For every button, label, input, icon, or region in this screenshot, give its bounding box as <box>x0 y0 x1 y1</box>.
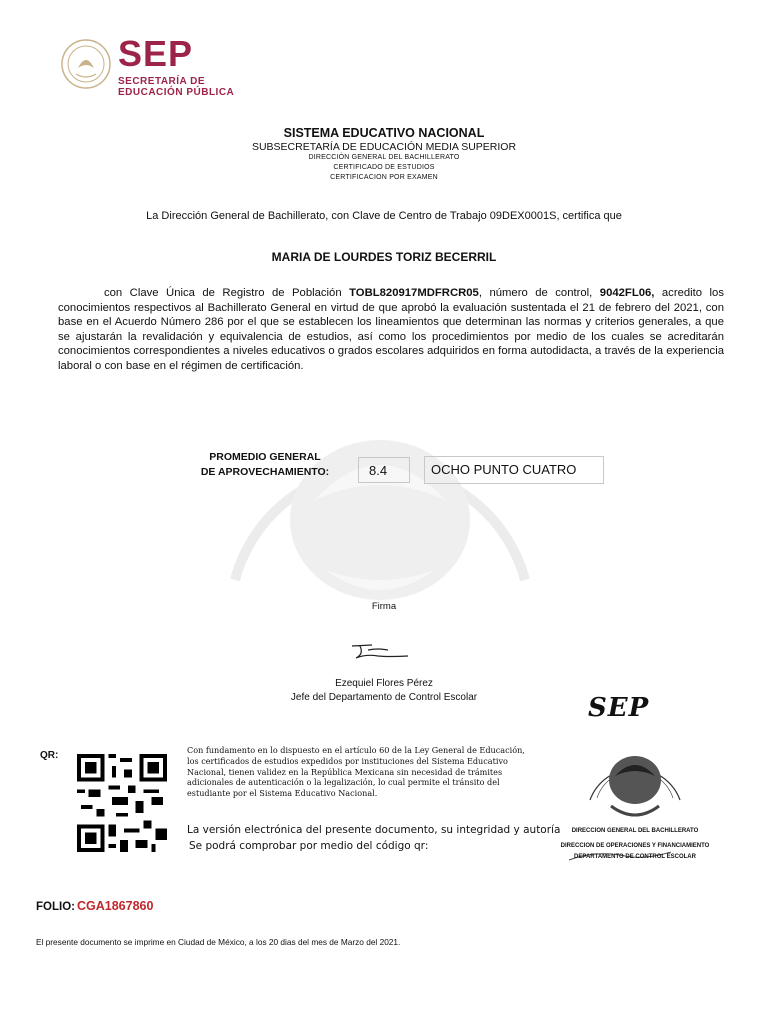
signature-label: Firma <box>371 601 397 612</box>
direction-title: DIRECCIÓN GENERAL DEL BACHILLERATO <box>308 154 460 161</box>
body-part: con Clave Única de Registro de Población <box>104 287 350 299</box>
certification-mode: CERTIFICACION POR EXAMEN <box>330 174 438 181</box>
folio-value: CGA1867860 <box>77 899 154 913</box>
average-value: 8.4 <box>358 457 410 483</box>
folio-label: FOLIO: <box>36 901 75 913</box>
signer-title: Jefe del Departamento de Control Escolar <box>290 692 478 703</box>
legal-notice <box>187 745 537 799</box>
average-label-line: PROMEDIO GENERAL <box>209 451 321 463</box>
control-number: 9042FL06, <box>599 287 655 299</box>
seal-direction-line: DIRECCION GENERAL DEL BACHILLERATO <box>571 828 699 834</box>
legal-line: estudiante por el Sistema Educativo Nacional. <box>187 788 378 799</box>
seal-direction-line: DEPARTAMENTO DE CONTROL ESCOLAR <box>574 854 696 860</box>
logo-sub-line: SECRETARÍA DE <box>118 76 206 87</box>
sep-logo-subtitle <box>118 76 234 98</box>
intro-text: La Dirección General de Bachillerato, con Clave de Centro de Trabajo 09DEX0001S, certifica que <box>146 210 622 222</box>
watermark-seal <box>195 350 565 680</box>
body-part: , número de control, <box>478 287 600 299</box>
national-seal-logo <box>60 38 112 90</box>
verification-text: Se podrá comprobar por medio del código qr: <box>189 840 429 852</box>
handwritten-signature <box>338 636 428 666</box>
legal-line: adicionales de autenticación o la legalización, lo cual permite el tránsito del <box>187 777 500 788</box>
body-part: acredito los conocimientos respectivos al Bachillerato General en virtud de que aprobó la evaluación sustentada el 21 de febrero del 2021, con base en el Acuerdo Número 286 por el que se establecen los lineamientos que determinan las normas y criterios generales, a que se ajustarán la revalidación y equivalencia de estudios, así como los procedimientos por medio de los cuales se acreditarán conocimientos correspondientes a niveles educativos o grados escolares adquiridos en forma autodidacta, a través de la experiencia laboral o con base en el régimen de certificación. <box>58 287 724 372</box>
average-words: OCHO PUNTO CUATRO <box>424 456 604 484</box>
certificate-body <box>58 286 724 374</box>
subsecretaria-title: SUBSECRETARÍA DE EDUCACIÓN MEDIA SUPERIOR <box>251 141 517 153</box>
sep-mark: SEP <box>588 693 650 723</box>
mexico-seal-icon <box>575 720 695 830</box>
student-name: MARIA DE LOURDES TORIZ BECERRIL <box>271 250 497 264</box>
sep-logo-word: SEP <box>118 33 194 74</box>
verification-text: La versión electrónica del presente documento, su integridad y autoría <box>187 824 561 836</box>
qr-code-icon <box>76 754 168 852</box>
legal-line: Con fundamento en lo dispuesto en el artículo 60 de la Ley General de Educación, <box>187 745 525 755</box>
legal-line: Nacional, tienen validez en la República Mexicana sin necesidad de trámites <box>187 766 503 777</box>
average-label-line: DE APROVECHAMIENTO: <box>200 466 330 478</box>
curp-value: TOBL820917MDFRCR05 <box>349 287 479 299</box>
signer-name: Ezequiel Flores Pérez <box>335 678 433 689</box>
logo-sub-line: EDUCACIÓN PÚBLICA <box>118 87 235 98</box>
footer-print-note: El presente documento se imprime en Ciudad de México, a los 20 dias del mes de Marzo del 2021. <box>36 937 401 947</box>
system-title: SISTEMA EDUCATIVO NACIONAL <box>283 126 485 140</box>
legal-line: los certificados de estudios expedidos por instituciones del Sistema Educativo <box>187 755 508 766</box>
certificate-type: CERTIFICADO DE ESTUDIOS <box>333 164 435 171</box>
average-label <box>190 450 340 480</box>
qr-label: QR: <box>40 750 59 761</box>
seal-direction-line: DIRECCION DE OPERACIONES Y FINANCIAMIENTO <box>560 843 710 849</box>
